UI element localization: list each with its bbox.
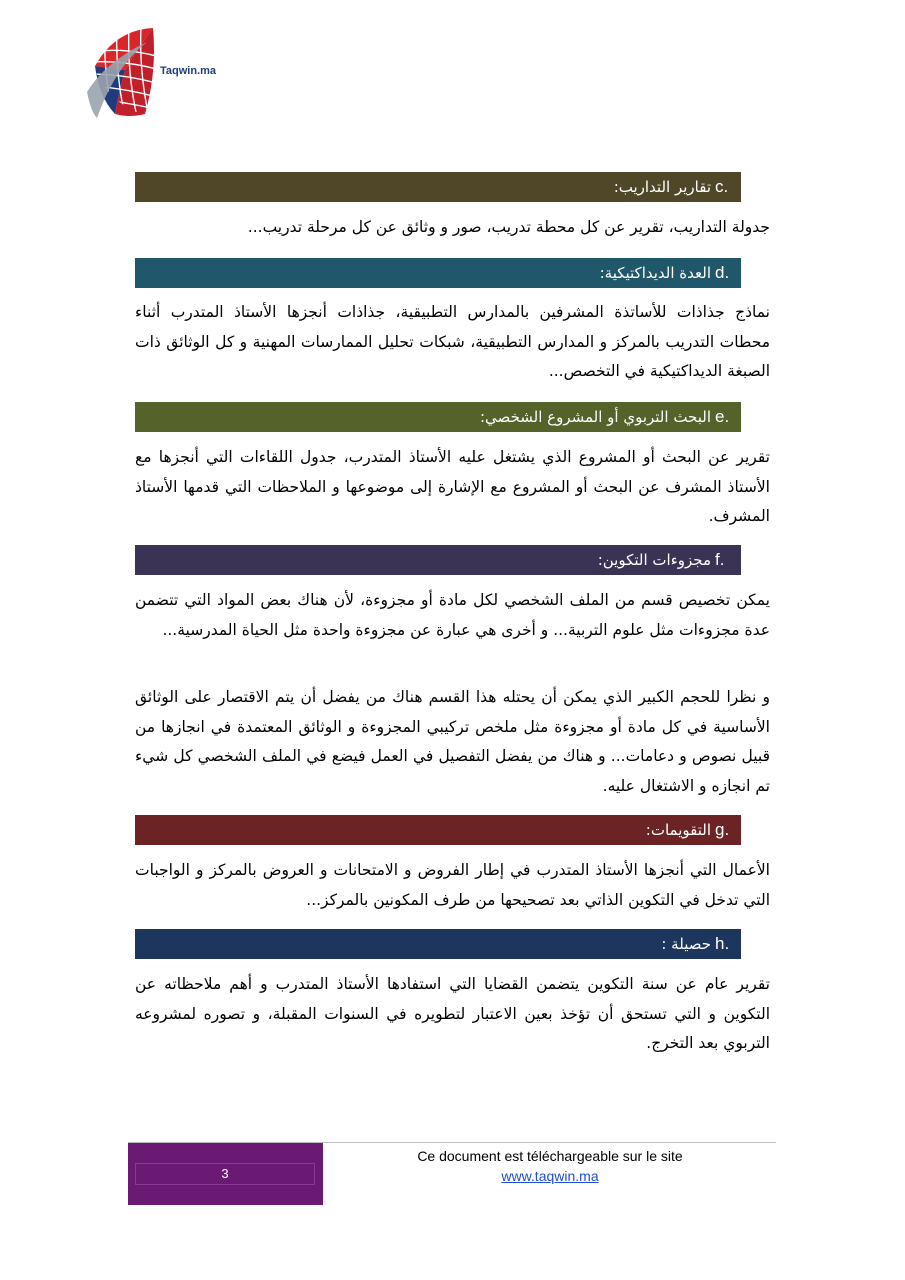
logo-text: Taqwin.ma: [160, 65, 217, 77]
section-e-paragraph: تقرير عن البحث أو المشروع الذي يشتغل عليه الأستاذ المتدرب، جدول اللقاءات التي أنجزها مع الأستاذ المشرف عن البحث أو المشروع مع الإشارة إلى موضوعها و الملاحظات التي قدمها الأستاذ المشرف.: [135, 448, 770, 525]
taqwin-logo: [85, 22, 245, 122]
section-title: البحث التربوي أو المشروع الشخصي:: [480, 408, 711, 426]
section-letter: g.: [715, 820, 730, 839]
globe-logo-icon: [85, 22, 165, 122]
section-title: حصيلة :: [661, 935, 711, 953]
section-header-f: [135, 545, 741, 575]
footer-site-link[interactable]: www.taqwin.ma: [501, 1168, 599, 1184]
section-letter: f.: [715, 550, 725, 569]
section-f-paragraph-2: و نظرا للحجم الكبير الذي يمكن أن يحتله هذا القسم هناك من يفضل أن يتم الاقتصار على الوثائق الأساسية في كل مادة أو مجزوءة مثل ملخص تركيبي المجزوءة و الوثائق المعتمدة في انجازها من قبيل نصوص و دعامات... و هناك من يفضل التفصيل في العمل فيضع في الملف الشخصي كل شيء تم انجازه و الاشتغال عليه.: [135, 688, 770, 795]
section-letter: d.: [715, 263, 730, 282]
section-title: التقويمات:: [645, 821, 711, 839]
section-title: تقارير التداريب:: [613, 178, 711, 196]
section-header-g: [135, 815, 741, 845]
section-g-paragraph: الأعمال التي أنجزها الأستاذ المتدرب في إطار الفروض و الامتحانات و العروض بالمركز و الواجبات التي تدخل في التكوين الذاتي بعد تصحيحها من طرف المكونين بالمركز...: [135, 861, 770, 909]
section-letter: c.: [715, 177, 729, 196]
section-header-c: [135, 172, 741, 202]
section-header-e: [135, 402, 741, 432]
footer-download-text: Ce document est téléchargeable sur le site: [417, 1148, 683, 1164]
section-f-paragraph-1: يمكن تخصيص قسم من الملف الشخصي لكل مادة أو مجزوءة، لأن هناك بعض المواد التي تتضمن عدة مجزوءات مثل علوم التربية... و أخرى هي عبارة عن مجزوءة واحدة مثل الحياة المدرسية...: [135, 591, 770, 639]
section-h-paragraph: تقرير عام عن سنة التكوين يتضمن القضايا التي استفادها الأستاذ المتدرب و أهم ملاحظاته عن التكوين و التي تستحق أن تؤخذ بعين الاعتبار لتطويره في السنوات المقبلة، و تصوره لمشروعه التربوي بعد التخرج.: [135, 975, 770, 1052]
section-header-d: [135, 258, 741, 288]
section-title: مجزوءات التكوين:: [597, 551, 711, 569]
page-number: 3: [135, 1163, 315, 1185]
footer-notice: [380, 1146, 720, 1186]
section-d-paragraph: نماذج جذاذات للأساتذة المشرفين بالمدارس التطبيقية، جذاذات أنجزها الأستاذ المتدرب أثناء محطات التدريب بالمركز و المدارس التطبيقية، شبكات تحليل الممارسات المهنية و كل الوثائق ذات الصبغة الديداكتيكية في التخصص...: [135, 303, 770, 380]
section-letter: e.: [715, 407, 730, 426]
section-title: العدة الديداكتيكية:: [599, 264, 711, 282]
section-header-h: [135, 929, 741, 959]
section-letter: h.: [715, 934, 730, 953]
section-c-paragraph: جدولة التداريب، تقرير عن كل محطة تدريب، صور و وثائق عن كل مرحلة تدريب...: [247, 218, 770, 236]
